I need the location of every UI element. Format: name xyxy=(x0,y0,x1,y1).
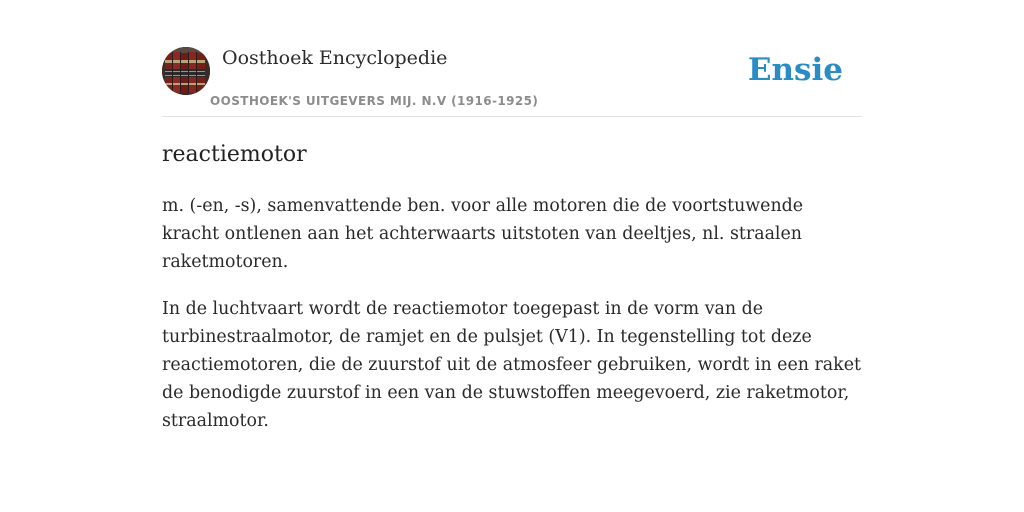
books-icon xyxy=(162,47,210,95)
source-avatar[interactable] xyxy=(162,47,210,95)
source-header xyxy=(162,46,862,117)
entry-title: reactiemotor xyxy=(162,142,307,167)
entry-paragraph: In de luchtvaart wordt de reactiemotor toegepast in de vorm van de turbinestraalmotor, de ramjet en de pulsjet (V1). In tegenstelling tot deze reactiemotoren, die de zuurstof uit de atmosfeer gebruiken, wordt in een raket de benodigde zuurstof in een van de stuwstoffen meegevoerd, zie raketmotor, straalmotor. xyxy=(162,299,861,431)
brand-logo[interactable]: Ensie xyxy=(747,52,843,88)
entry-body xyxy=(162,192,862,454)
entry-paragraph: m. (-en, -s), samenvattende ben. voor alle motoren die de voortstuwende kracht ontlenen aan het achterwaarts uitstoten van deeltjes, nl. straalen raketmotoren. xyxy=(162,196,804,272)
source-title[interactable]: Oosthoek Encyclopedie xyxy=(222,47,448,69)
source-subtitle: OOSTHOEK'S UITGEVERS MIJ. N.V (1916-1925) xyxy=(210,94,539,108)
